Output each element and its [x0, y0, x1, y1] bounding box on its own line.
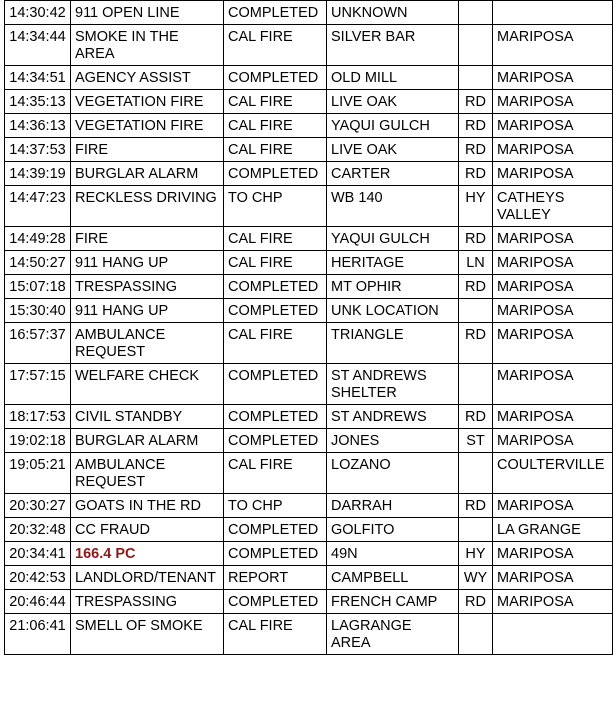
location-cell: ST ANDREWS — [327, 405, 459, 429]
disposition-cell: COMPLETED — [224, 518, 327, 542]
city-cell: MARIPOSA — [493, 162, 613, 186]
disposition-cell: TO CHP — [224, 494, 327, 518]
city-cell: MARIPOSA — [493, 429, 613, 453]
time-cell: 17:57:15 — [5, 364, 71, 405]
disposition-cell: CAL FIRE — [224, 251, 327, 275]
call-type-cell: VEGETATION FIRE — [71, 114, 224, 138]
table-row — [5, 429, 613, 453]
table-row — [5, 566, 613, 590]
table-row — [5, 227, 613, 251]
disposition-cell: CAL FIRE — [224, 453, 327, 494]
city-cell — [493, 614, 613, 655]
city-cell: MARIPOSA — [493, 251, 613, 275]
disposition-cell: CAL FIRE — [224, 614, 327, 655]
time-cell: 14:34:44 — [5, 25, 71, 66]
disposition-cell: CAL FIRE — [224, 227, 327, 251]
city-cell: CATHEYS VALLEY — [493, 186, 613, 227]
table-row — [5, 614, 613, 655]
location-cell: FRENCH CAMP — [327, 590, 459, 614]
call-log-body — [5, 1, 613, 655]
disposition-cell: CAL FIRE — [224, 90, 327, 114]
street-suffix-cell — [459, 453, 493, 494]
time-cell: 20:42:53 — [5, 566, 71, 590]
call-type-cell: GOATS IN THE RD — [71, 494, 224, 518]
table-row — [5, 251, 613, 275]
city-cell: LA GRANGE — [493, 518, 613, 542]
street-suffix-cell — [459, 364, 493, 405]
call-type-cell: BURGLAR ALARM — [71, 429, 224, 453]
table-row — [5, 453, 613, 494]
time-cell: 14:36:13 — [5, 114, 71, 138]
table-row — [5, 590, 613, 614]
table-row — [5, 186, 613, 227]
city-cell — [493, 1, 613, 25]
call-log-table — [4, 0, 613, 655]
call-type-cell: CC FRAUD — [71, 518, 224, 542]
city-cell: MARIPOSA — [493, 275, 613, 299]
location-cell: LIVE OAK — [327, 90, 459, 114]
time-cell: 15:30:40 — [5, 299, 71, 323]
city-cell: MARIPOSA — [493, 227, 613, 251]
city-cell: MARIPOSA — [493, 542, 613, 566]
time-cell: 20:34:41 — [5, 542, 71, 566]
location-cell: LIVE OAK — [327, 138, 459, 162]
city-cell: MARIPOSA — [493, 494, 613, 518]
city-cell: MARIPOSA — [493, 364, 613, 405]
time-cell: 20:46:44 — [5, 590, 71, 614]
location-cell: HERITAGE — [327, 251, 459, 275]
city-cell: MARIPOSA — [493, 590, 613, 614]
call-type-cell: 166.4 PC — [71, 542, 224, 566]
time-cell: 20:30:27 — [5, 494, 71, 518]
location-cell: 49N — [327, 542, 459, 566]
table-row — [5, 542, 613, 566]
street-suffix-cell: RD — [459, 114, 493, 138]
table-row — [5, 364, 613, 405]
location-cell: OLD MILL — [327, 66, 459, 90]
disposition-cell: COMPLETED — [224, 405, 327, 429]
call-type-cell: SMOKE IN THE AREA — [71, 25, 224, 66]
location-cell: TRIANGLE — [327, 323, 459, 364]
street-suffix-cell — [459, 518, 493, 542]
location-cell: DARRAH — [327, 494, 459, 518]
time-cell: 14:49:28 — [5, 227, 71, 251]
call-type-cell: WELFARE CHECK — [71, 364, 224, 405]
call-type-cell: LANDLORD/TENANT — [71, 566, 224, 590]
table-row — [5, 405, 613, 429]
table-row — [5, 1, 613, 25]
street-suffix-cell: ST — [459, 429, 493, 453]
street-suffix-cell: RD — [459, 138, 493, 162]
location-cell: LOZANO — [327, 453, 459, 494]
time-cell: 14:50:27 — [5, 251, 71, 275]
table-row — [5, 494, 613, 518]
time-cell: 14:30:42 — [5, 1, 71, 25]
time-cell: 14:35:13 — [5, 90, 71, 114]
time-cell: 14:34:51 — [5, 66, 71, 90]
city-cell: MARIPOSA — [493, 66, 613, 90]
table-row — [5, 66, 613, 90]
street-suffix-cell — [459, 1, 493, 25]
street-suffix-cell: RD — [459, 90, 493, 114]
disposition-cell: COMPLETED — [224, 66, 327, 90]
table-row — [5, 90, 613, 114]
time-cell: 18:17:53 — [5, 405, 71, 429]
city-cell: MARIPOSA — [493, 405, 613, 429]
location-cell: MT OPHIR — [327, 275, 459, 299]
location-cell: JONES — [327, 429, 459, 453]
disposition-cell: COMPLETED — [224, 275, 327, 299]
location-cell: UNK LOCATION — [327, 299, 459, 323]
time-cell: 15:07:18 — [5, 275, 71, 299]
street-suffix-cell: RD — [459, 162, 493, 186]
location-cell: CARTER — [327, 162, 459, 186]
street-suffix-cell: RD — [459, 227, 493, 251]
city-cell: MARIPOSA — [493, 138, 613, 162]
disposition-cell: CAL FIRE — [224, 323, 327, 364]
city-cell: COULTERVILLE — [493, 453, 613, 494]
city-cell: MARIPOSA — [493, 25, 613, 66]
call-type-cell: CIVIL STANDBY — [71, 405, 224, 429]
table-row — [5, 299, 613, 323]
street-suffix-cell: WY — [459, 566, 493, 590]
location-cell: LAGRANGE AREA — [327, 614, 459, 655]
call-type-cell: 911 OPEN LINE — [71, 1, 224, 25]
city-cell: MARIPOSA — [493, 323, 613, 364]
disposition-cell: COMPLETED — [224, 542, 327, 566]
time-cell: 19:02:18 — [5, 429, 71, 453]
time-cell: 14:47:23 — [5, 186, 71, 227]
disposition-cell: COMPLETED — [224, 590, 327, 614]
table-row — [5, 25, 613, 66]
time-cell: 20:32:48 — [5, 518, 71, 542]
time-cell: 14:37:53 — [5, 138, 71, 162]
street-suffix-cell: RD — [459, 494, 493, 518]
disposition-cell: COMPLETED — [224, 1, 327, 25]
street-suffix-cell: LN — [459, 251, 493, 275]
location-cell: UNKNOWN — [327, 1, 459, 25]
call-type-cell: SMELL OF SMOKE — [71, 614, 224, 655]
call-type-cell: TRESPASSING — [71, 590, 224, 614]
city-cell: MARIPOSA — [493, 114, 613, 138]
street-suffix-cell — [459, 614, 493, 655]
street-suffix-cell: HY — [459, 186, 493, 227]
call-type-cell: AGENCY ASSIST — [71, 66, 224, 90]
street-suffix-cell — [459, 66, 493, 90]
location-cell: WB 140 — [327, 186, 459, 227]
time-cell: 19:05:21 — [5, 453, 71, 494]
city-cell: MARIPOSA — [493, 90, 613, 114]
call-type-cell: 911 HANG UP — [71, 251, 224, 275]
location-cell: YAQUI GULCH — [327, 114, 459, 138]
location-cell: ST ANDREWS SHELTER — [327, 364, 459, 405]
call-type-cell: TRESPASSING — [71, 275, 224, 299]
location-cell: SILVER BAR — [327, 25, 459, 66]
disposition-cell: COMPLETED — [224, 364, 327, 405]
disposition-cell: CAL FIRE — [224, 138, 327, 162]
disposition-cell: CAL FIRE — [224, 25, 327, 66]
call-type-cell: AMBULANCE REQUEST — [71, 453, 224, 494]
time-cell: 21:06:41 — [5, 614, 71, 655]
time-cell: 16:57:37 — [5, 323, 71, 364]
disposition-cell: COMPLETED — [224, 162, 327, 186]
street-suffix-cell — [459, 299, 493, 323]
disposition-cell: COMPLETED — [224, 299, 327, 323]
table-row — [5, 518, 613, 542]
disposition-cell: COMPLETED — [224, 429, 327, 453]
call-type-cell: BURGLAR ALARM — [71, 162, 224, 186]
disposition-cell: CAL FIRE — [224, 114, 327, 138]
street-suffix-cell: RD — [459, 275, 493, 299]
table-row — [5, 323, 613, 364]
location-cell: YAQUI GULCH — [327, 227, 459, 251]
street-suffix-cell: RD — [459, 405, 493, 429]
call-type-cell: AMBULANCE REQUEST — [71, 323, 224, 364]
location-cell: CAMPBELL — [327, 566, 459, 590]
street-suffix-cell: RD — [459, 590, 493, 614]
call-type-cell: 911 HANG UP — [71, 299, 224, 323]
table-row — [5, 275, 613, 299]
city-cell: MARIPOSA — [493, 566, 613, 590]
location-cell: GOLFITO — [327, 518, 459, 542]
street-suffix-cell: RD — [459, 323, 493, 364]
table-row — [5, 114, 613, 138]
table-row — [5, 138, 613, 162]
call-type-cell: FIRE — [71, 138, 224, 162]
disposition-cell: REPORT — [224, 566, 327, 590]
disposition-cell: TO CHP — [224, 186, 327, 227]
call-type-cell: RECKLESS DRIVING — [71, 186, 224, 227]
street-suffix-cell — [459, 25, 493, 66]
table-row — [5, 162, 613, 186]
time-cell: 14:39:19 — [5, 162, 71, 186]
call-type-cell: VEGETATION FIRE — [71, 90, 224, 114]
street-suffix-cell: HY — [459, 542, 493, 566]
city-cell: MARIPOSA — [493, 299, 613, 323]
call-type-cell: FIRE — [71, 227, 224, 251]
